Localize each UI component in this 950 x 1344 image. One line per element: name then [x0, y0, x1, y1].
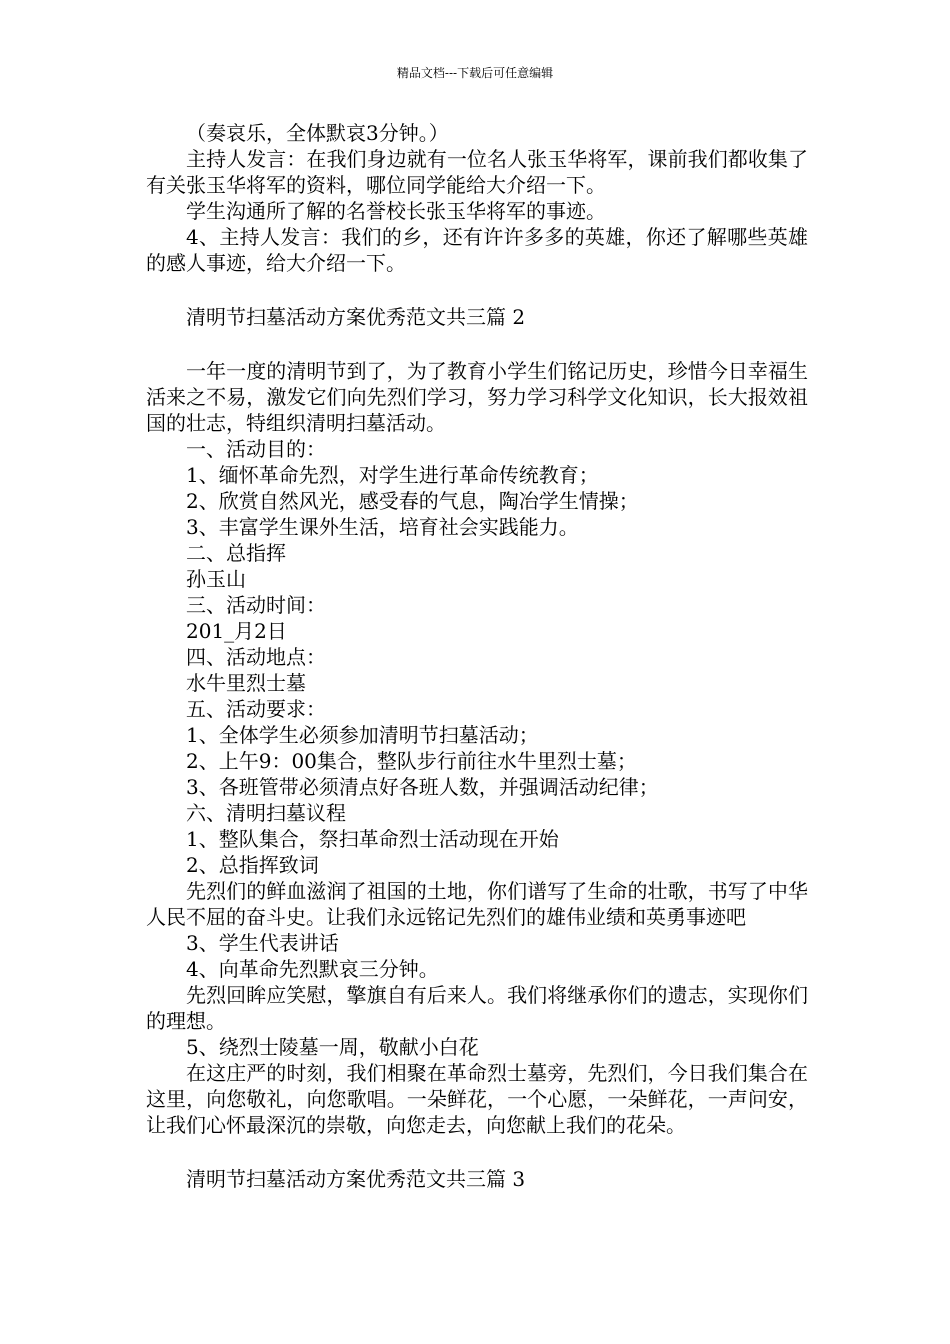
paragraph: 主持人发言：在我们身边就有一位名人张玉华将军，课前我们都收集了有关张玉华将军的资料，哪位同学能给大介绍一下。 — [146, 147, 808, 197]
paragraph: 5、绕烈士陵墓一周，敬献小白花 — [186, 1035, 479, 1059]
paragraph: 201_月2日 — [186, 619, 287, 643]
paragraph: 先烈们的鲜血滋润了祖国的土地，你们谱写了生命的壮歌，书写了中华人民不屈的奋斗史。让我们永远铭记先烈们的雄伟业绩和英勇事迹吧 — [146, 879, 808, 929]
paragraph: 学生沟通所了解的名誉校长张玉华将军的事迹。 — [186, 199, 606, 223]
paragraph: 在这庄严的时刻，我们相聚在革命烈士墓旁，先烈们，今日我们集合在这里，向您敬礼，向您歌唱。一朵鲜花，一个心愿，一朵鲜花，一声问安，让我们心怀最深沉的崇敬，向您走去，向您献上我们的花朵。 — [146, 1061, 808, 1137]
paragraph: 2、总指挥致词 — [186, 853, 319, 877]
paragraph: 二、总指挥 — [186, 541, 286, 565]
paragraph: 2、上午9：00集合，整队步行前往水牛里烈士墓； — [186, 749, 637, 773]
paragraph: 3、丰富学生课外生活，培育社会实践能力。 — [186, 515, 579, 539]
paragraph: 一、活动目的： — [186, 437, 326, 461]
paragraph: 先烈回眸应笑慰，擎旗自有后来人。我们将继承你们的遗志，实现你们的理想。 — [146, 983, 808, 1033]
paragraph: 清明节扫墓活动方案优秀范文共三篇 3 — [186, 1167, 526, 1191]
page-header: 精品文档---下载后可任意编辑 — [396, 66, 554, 80]
paragraph: 3、学生代表讲话 — [186, 931, 339, 955]
paragraph: 四、活动地点： — [186, 645, 326, 669]
paragraph: （奏哀乐，全体默哀3分钟。） — [186, 121, 449, 145]
paragraph: 六、清明扫墓议程 — [186, 801, 346, 825]
paragraph: 4、向革命先烈默哀三分钟。 — [186, 957, 439, 981]
paragraph: 2、欣赏自然风光，感受春的气息，陶冶学生情操； — [186, 489, 639, 513]
paragraph: 三、活动时间： — [186, 593, 326, 617]
paragraph: 五、活动要求： — [186, 697, 326, 721]
paragraph: 清明节扫墓活动方案优秀范文共三篇 2 — [186, 305, 526, 329]
paragraph: 3、各班管带必须清点好各班人数，并强调活动纪律； — [186, 775, 659, 799]
paragraph: 水牛里烈士墓 — [186, 671, 306, 695]
paragraph: 1、缅怀革命先烈，对学生进行革命传统教育； — [186, 463, 599, 487]
paragraph: 一年一度的清明节到了，为了教育小学生们铭记历史，珍惜今日幸福生活来之不易，激发它们向先烈们学习，努力学习科学文化知识，长大报效祖国的壮志，特组织清明扫墓活动。 — [146, 359, 808, 435]
paragraph: 1、全体学生必须参加清明节扫墓活动； — [186, 723, 539, 747]
paragraph: 1、整队集合，祭扫革命烈士活动现在开始 — [186, 827, 559, 851]
paragraph: 4、主持人发言：我们的乡，还有许许多多的英雄，你还了解哪些英雄的感人事迹，给大介绍一下。 — [146, 225, 808, 275]
paragraph: 孙玉山 — [186, 567, 246, 591]
document-body — [146, 120, 808, 1192]
